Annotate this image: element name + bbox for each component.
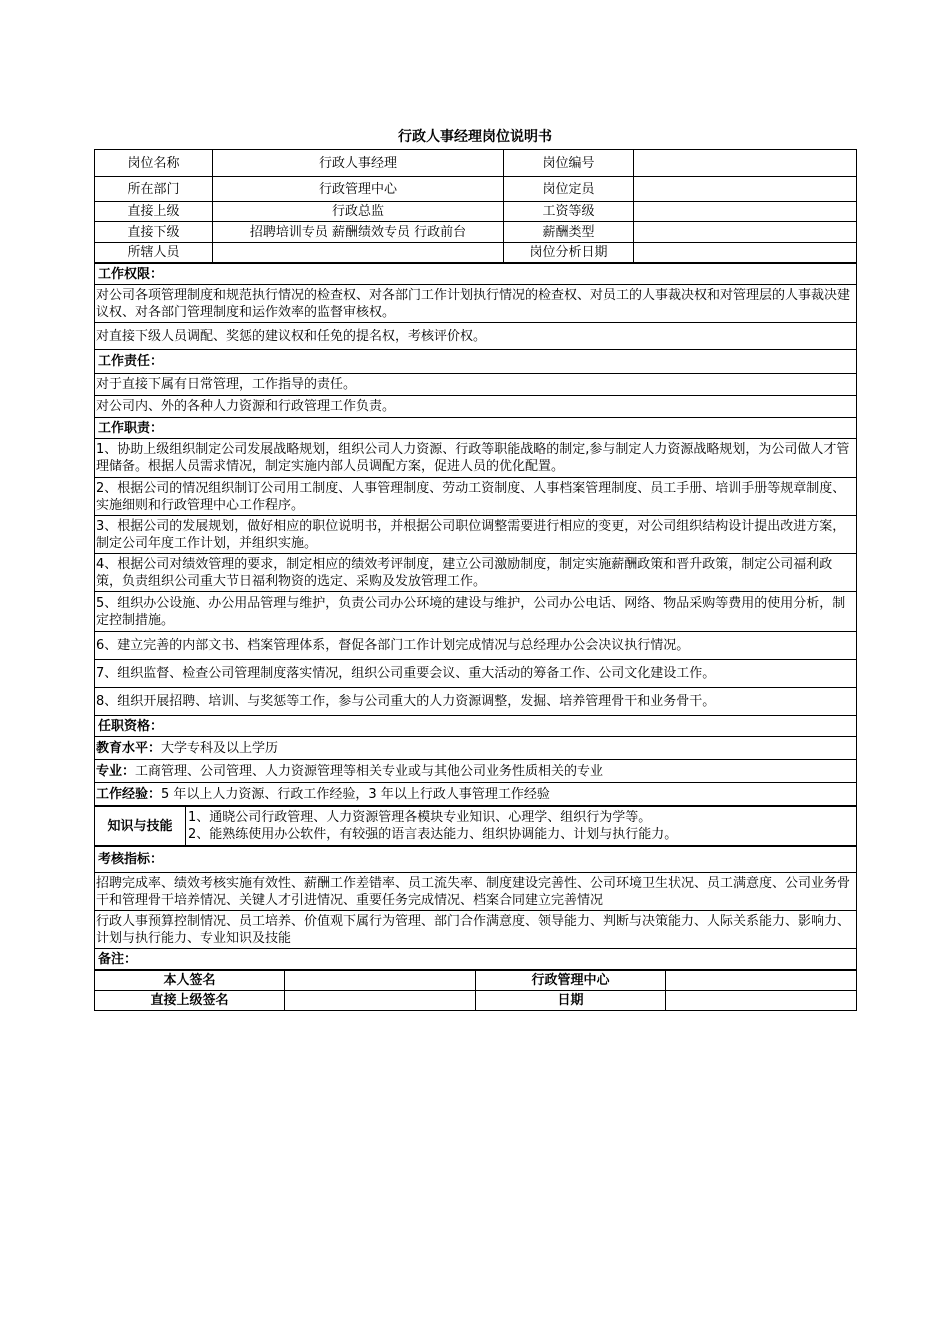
kpi-item: 招聘完成率、绩效考核实施有效性、薪酬工作差错率、员工流失率、制度建设完善性、公司环境卫生状况、员工满意度、公司业务骨干和管理骨干培养情况、关键人才引进情况、重要任务完成情况、档案合同建立完善情况 [95,873,857,911]
salary-grade-label: 工资等级 [504,202,634,222]
analysis-date-value [634,243,857,263]
post-number-value [634,150,857,177]
document-title: 行政人事经理岗位说明书 [398,129,552,145]
duty-item: 3、根据公司的发展规划，做好相应的职位说明书，并根据公司职位调整需要进行相应的变更，对公司组织结构设计提出改进方案，制定公司年度工作计划，并组织实施。 [95,516,857,554]
duty-item: 2、根据公司的情况组织制订公司用工制度、人事管理制度、劳动工资制度、人事档案管理制度、员工手册、培训手册等规章制度、实施细则和行政管理中心工作程序。 [95,478,857,516]
major-value: 工商管理、公司管理、人力资源管理等相关专业或与其他公司业务性质相关的专业 [135,763,604,779]
superior-label: 直接上级 [95,202,213,222]
date-label: 日期 [476,991,666,1011]
post-name-label: 岗位名称 [95,150,213,177]
post-number-label: 岗位编号 [504,150,634,177]
skills-table [94,806,857,846]
qualification-heading: 任职资格： [95,716,857,737]
department-value: 行政管理中心 [213,177,504,202]
experience-value: 5 年以上人力资源、行政工作经验，3 年以上行政人事管理工作经验 [161,786,550,802]
duty-item: 8、组织开展招聘、培训、与奖惩等工作，参与公司重大的人力资源调整，发掘、培养管理骨干和业务骨干。 [95,688,857,716]
subordinates-label: 直接下级 [95,222,213,243]
major-label: 专业： [96,763,136,779]
authority-item: 对公司各项管理制度和规范执行情况的检查权、对各部门工作计划执行情况的检查权、对员工的人事裁决权和对管理层的人事裁决建议权、对各部门管理制度和运作效率的监督审核权。 [95,285,857,323]
post-name-value: 行政人事经理 [213,150,504,177]
details-table [94,263,857,806]
admin-center-field[interactable] [666,971,857,991]
date-field[interactable] [666,991,857,1011]
subordinates-value: 招聘培训专员 薪酬绩效专员 行政前台 [213,222,504,243]
self-signature-label: 本人签名 [95,971,285,991]
experience-label: 工作经验： [96,786,162,802]
major-row [95,760,857,783]
signature-table [94,970,857,1011]
duty-item: 5、组织办公设施、办公用品管理与维护，负责公司办公环境的建设与维护，公司办公电话、网络、物品采购等费用的使用分析，制定控制措施。 [95,592,857,632]
experience-row [95,783,857,806]
duty-item: 6、建立完善的内部文书、档案管理体系，督促各部门工作计划完成情况与总经理办公会决议执行情况。 [95,632,857,660]
duty-item: 7、组织监督、检查公司管理制度落实情况，组织公司重要会议、重大活动的筹备工作、公司文化建设工作。 [95,660,857,688]
salary-grade-value [634,202,857,222]
responsibility-heading: 工作责任： [95,350,857,374]
staff-label: 所辖人员 [95,243,213,263]
staff-value [213,243,504,263]
kpi-item: 行政人事预算控制情况、员工培养、价值观下属行为管理、部门合作满意度、领导能力、判断与决策能力、人际关系能力、影响力、计划与执行能力、专业知识及技能 [95,911,857,949]
self-signature-field[interactable] [285,971,476,991]
skills-item: 1、通晓公司行政管理、人力资源管理各模块专业知识、心理学、组织行为学等。 [188,810,652,825]
duties-heading: 工作职责： [95,418,857,439]
headcount-value [634,177,857,202]
skills-item: 2、能熟练使用办公软件，有较强的语言表达能力、组织协调能力、计划与执行能力。 [188,827,678,842]
job-description-sheet [94,149,856,1011]
superior-signature-field[interactable] [285,991,476,1011]
authority-heading: 工作权限： [95,264,857,285]
basic-info-table [94,149,857,263]
kpi-table [94,846,857,970]
duty-item: 1、协助上级组织制定公司发展战略规划，组织公司人力资源、行政等职能战略的制定,参与制定人力资源战略规划，为公司做人才管理储备。根据人员需求情况，制定实施内部人员调配方案，促进人员的优化配置。 [95,439,857,478]
salary-type-label: 薪酬类型 [504,222,634,243]
department-label: 所在部门 [95,177,213,202]
kpi-heading: 考核指标： [95,847,857,873]
education-value: 大学专科及以上学历 [161,740,279,756]
responsibility-item: 对于直接下属有日常管理，工作指导的责任。 [95,374,857,396]
headcount-label: 岗位定员 [504,177,634,202]
notes-heading: 备注： [95,949,857,970]
education-label: 教育水平： [96,740,162,756]
duty-item: 4、根据公司对绩效管理的要求，制定相应的绩效考评制度，建立公司激励制度，制定实施薪酬政策和晋升政策，制定公司福利政策，负责组织公司重大节日福利物资的选定、采购及发放管理工作。 [95,554,857,592]
superior-signature-label: 直接上级签名 [95,991,285,1011]
skills-cell [186,807,857,846]
authority-item: 对直接下级人员调配、奖惩的建议权和任免的提名权，考核评价权。 [95,323,857,350]
skills-label: 知识与技能 [95,807,186,846]
salary-type-value [634,222,857,243]
education-row [95,737,857,760]
analysis-date-label: 岗位分析日期 [504,243,634,263]
superior-value: 行政总监 [213,202,504,222]
responsibility-item: 对公司内、外的各种人力资源和行政管理工作负责。 [95,396,857,418]
admin-center-label: 行政管理中心 [476,971,666,991]
